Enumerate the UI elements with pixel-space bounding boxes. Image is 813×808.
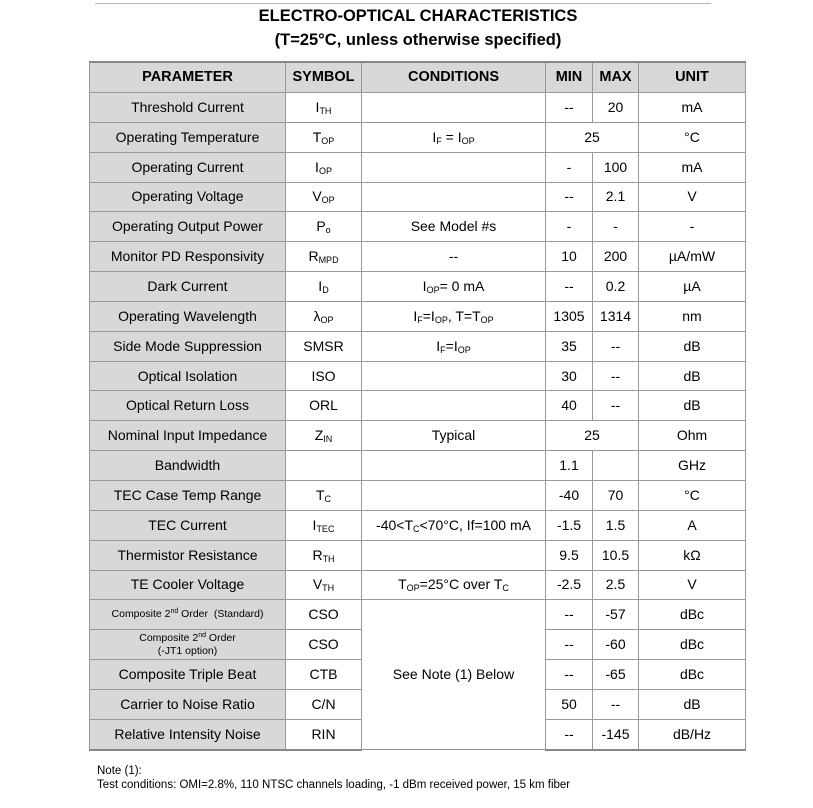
max-cell: -145	[593, 719, 639, 749]
unit-cell: A	[639, 510, 746, 540]
max-cell: 20	[593, 93, 639, 123]
parameter-cell: Operating Output Power	[90, 212, 286, 242]
unit-cell: dB	[639, 689, 746, 719]
note-title: Note (1):	[97, 765, 142, 777]
table-row	[90, 480, 746, 510]
symbol-cell: $V_{OP}$	[286, 182, 362, 212]
min-cell: --	[546, 93, 593, 123]
conditions-cell	[362, 540, 546, 570]
symbol-cell: $I_D$	[286, 272, 362, 302]
max-cell: 1314	[593, 301, 639, 331]
symbol-cell: $T_C$	[286, 480, 362, 510]
unit-cell: °C	[639, 480, 746, 510]
unit-cell: dBc	[639, 630, 746, 660]
table-row	[90, 451, 746, 481]
symbol-cell: $I_{TH}$	[286, 93, 362, 123]
symbol-cell: $T_{OP}$	[286, 122, 362, 152]
symbol-cell: CTB	[286, 660, 362, 690]
min-cell: 9.5	[546, 540, 593, 570]
conditions-cell	[362, 480, 546, 510]
symbol-cell	[286, 451, 362, 481]
conditions-cell: $I_F = I_{OP}$	[362, 122, 546, 152]
top-rule	[95, 3, 711, 4]
table-subtitle: (T=25°C, unless otherwise specified)	[274, 31, 562, 49]
symbol-cell: $\lambda_{OP}$	[286, 301, 362, 331]
conditions-cell: See Model #s	[362, 212, 546, 242]
table-row	[90, 182, 746, 212]
table-row	[90, 540, 746, 570]
table-row	[90, 242, 746, 272]
parameter-cell: Dark Current	[90, 272, 286, 302]
table-row	[90, 301, 746, 331]
min-cell: --	[546, 630, 593, 660]
symbol-cell: RIN	[286, 719, 362, 749]
merged-conditions-cell: See Note (1) Below	[362, 600, 546, 750]
conditions-cell	[362, 361, 546, 391]
note-text: Test conditions: OMI=2.8%, 110 NTSC channels loading, -1 dBm received power, 15 km fiber	[97, 779, 571, 791]
unit-cell: dB	[639, 361, 746, 391]
max-cell: 100	[593, 152, 639, 182]
table-title: ELECTRO-OPTICAL CHARACTERISTICS	[258, 7, 578, 25]
conditions-cell	[362, 182, 546, 212]
max-cell: --	[593, 391, 639, 421]
max-cell: --	[593, 361, 639, 391]
min-cell: --	[546, 182, 593, 212]
parameter-cell: Carrier to Noise Ratio	[90, 689, 286, 719]
conditions-cell: $T_{OP}=25^\circ C$ over $T_C$	[362, 570, 546, 600]
header-conditions: CONDITIONS	[362, 62, 546, 93]
unit-cell: -	[639, 212, 746, 242]
min-cell: 30	[546, 361, 593, 391]
parameter-cell: TEC Current	[90, 510, 286, 540]
min-cell: -2.5	[546, 570, 593, 600]
unit-cell: nm	[639, 301, 746, 331]
max-cell	[593, 451, 639, 481]
table-row	[90, 212, 746, 242]
conditions-cell: $-40<T_C<70^\circ C$, If=100 mA	[362, 510, 546, 540]
min-cell: --	[546, 600, 593, 630]
unit-cell: µA	[639, 272, 746, 302]
min-cell: -	[546, 152, 593, 182]
typical-cell: 25	[546, 421, 639, 451]
symbol-cell: CSO	[286, 600, 362, 630]
max-cell: --	[593, 331, 639, 361]
table-row	[90, 152, 746, 182]
max-cell: -60	[593, 630, 639, 660]
header-unit: UNIT	[639, 62, 746, 93]
header-parameter: PARAMETER	[90, 62, 286, 93]
parameter-cell: Threshold Current	[90, 93, 286, 123]
symbol-cell: $I_{TEC}$	[286, 510, 362, 540]
header-symbol: SYMBOL	[286, 62, 362, 93]
symbol-cell: $R_{TH}$	[286, 540, 362, 570]
symbol-cell: CSO	[286, 630, 362, 660]
conditions-cell: $I_F=I_{OP}$	[362, 331, 546, 361]
conditions-cell: Typical	[362, 421, 546, 451]
table-row	[90, 331, 746, 361]
unit-cell: V	[639, 570, 746, 600]
unit-cell: dB	[639, 391, 746, 421]
header-row	[90, 62, 746, 93]
unit-cell: kΩ	[639, 540, 746, 570]
symbol-cell: SMSR	[286, 331, 362, 361]
max-cell: 10.5	[593, 540, 639, 570]
unit-cell: Ohm	[639, 421, 746, 451]
conditions-cell	[362, 152, 546, 182]
parameter-cell: Operating Voltage	[90, 182, 286, 212]
unit-cell: dB	[639, 331, 746, 361]
parameter-cell: Nominal Input Impedance	[90, 421, 286, 451]
max-cell: 2.5	[593, 570, 639, 600]
min-cell: --	[546, 272, 593, 302]
unit-cell: dBc	[639, 660, 746, 690]
unit-cell: V	[639, 182, 746, 212]
parameter-cell: Monitor PD Responsivity	[90, 242, 286, 272]
parameter-cell: Operating Wavelength	[90, 301, 286, 331]
unit-cell: µA/mW	[639, 242, 746, 272]
max-cell: 1.5	[593, 510, 639, 540]
min-cell: -40	[546, 480, 593, 510]
parameter-cell: Composite 2nd Order (-JT1 option)	[90, 630, 286, 660]
min-cell: --	[546, 719, 593, 749]
parameter-cell: Composite Triple Beat	[90, 660, 286, 690]
conditions-cell: --	[362, 242, 546, 272]
max-cell: --	[593, 689, 639, 719]
table-row	[90, 391, 746, 421]
min-cell: 35	[546, 331, 593, 361]
parameter-cell: TEC Case Temp Range	[90, 480, 286, 510]
header-max: MAX	[593, 62, 639, 93]
min-cell: --	[546, 660, 593, 690]
unit-cell: dB/Hz	[639, 719, 746, 749]
min-cell: 10	[546, 242, 593, 272]
header-min: MIN	[546, 62, 593, 93]
conditions-cell	[362, 451, 546, 481]
symbol-cell: $I_{OP}$	[286, 152, 362, 182]
symbol-cell: $V_{TH}$	[286, 570, 362, 600]
max-cell: -57	[593, 600, 639, 630]
max-cell: -65	[593, 660, 639, 690]
symbol-cell: $R_{MPD}$	[286, 242, 362, 272]
parameter-cell: Relative Intensity Noise	[90, 719, 286, 749]
symbol-cell: C/N	[286, 689, 362, 719]
parameter-cell: Side Mode Suppression	[90, 331, 286, 361]
typical-cell: 25	[546, 122, 639, 152]
unit-cell: dBc	[639, 600, 746, 630]
parameter-cell: Thermistor Resistance	[90, 540, 286, 570]
parameter-cell: Composite 2nd Order (Standard)	[90, 600, 286, 630]
max-cell: 0.2	[593, 272, 639, 302]
electro-optical-table	[89, 61, 746, 751]
min-cell: 1305	[546, 301, 593, 331]
max-cell: 2.1	[593, 182, 639, 212]
max-cell: -	[593, 212, 639, 242]
max-cell: 70	[593, 480, 639, 510]
max-cell: 200	[593, 242, 639, 272]
unit-cell: mA	[639, 152, 746, 182]
conditions-cell	[362, 391, 546, 421]
parameter-cell: TE Cooler Voltage	[90, 570, 286, 600]
unit-cell: mA	[639, 93, 746, 123]
min-cell: 1.1	[546, 451, 593, 481]
symbol-cell: ORL	[286, 391, 362, 421]
table-row	[90, 510, 746, 540]
table-row	[90, 272, 746, 302]
min-cell: -1.5	[546, 510, 593, 540]
table-row	[90, 570, 746, 600]
table-row	[90, 361, 746, 391]
table-row	[90, 93, 746, 123]
symbol-cell: ISO	[286, 361, 362, 391]
table-row	[90, 421, 746, 451]
min-cell: 50	[546, 689, 593, 719]
table-row	[90, 600, 746, 630]
conditions-cell: $I_{OP}= 0$ mA	[362, 272, 546, 302]
parameter-cell: Operating Current	[90, 152, 286, 182]
parameter-cell: Optical Isolation	[90, 361, 286, 391]
min-cell: -	[546, 212, 593, 242]
symbol-cell: $Z_{IN}$	[286, 421, 362, 451]
table-row	[90, 122, 746, 152]
unit-cell: GHz	[639, 451, 746, 481]
parameter-cell: Operating Temperature	[90, 122, 286, 152]
conditions-cell: $I_F=I_{OP}$, $T=T_{OP}$	[362, 301, 546, 331]
symbol-cell: $P_o$	[286, 212, 362, 242]
parameter-cell: Optical Return Loss	[90, 391, 286, 421]
conditions-cell	[362, 93, 546, 123]
parameter-cell: Bandwidth	[90, 451, 286, 481]
unit-cell: °C	[639, 122, 746, 152]
min-cell: 40	[546, 391, 593, 421]
